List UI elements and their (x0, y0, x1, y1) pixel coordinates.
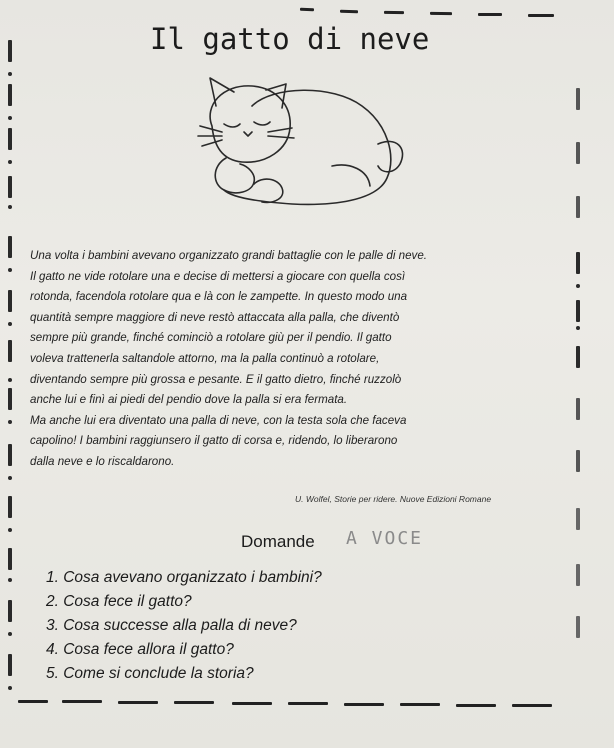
story-text (30, 246, 575, 473)
story-line: dalla neve e lo riscaldarono. (30, 454, 175, 468)
source-credit: U. Wolfel, Storie per ridere. Nuove Edizioni Romane (295, 494, 492, 504)
story-line: Il gatto ne vide rotolare una e decise di mettersi a giocare con quella così (30, 269, 406, 283)
story-line: quantità sempre maggiore di neve restò attaccata alla palla, che diventò (30, 310, 400, 324)
handwritten-note: A VOCE (346, 528, 424, 549)
question-item: 1. Cosa avevano organizzato i bambini? (46, 569, 322, 586)
question-item: 5. Come si conclude la storia? (46, 665, 254, 682)
right-margin-dashes (576, 0, 582, 748)
story-line: voleva trattenerla saltandole attorno, ma la palla continuò a rotolare, (30, 351, 380, 365)
questions-list (46, 566, 322, 686)
story-line: Ma anche lui era diventato una palla di neve, con la testa sola che faceva (30, 413, 407, 427)
story-line: diventando sempre più grossa e pesante. E il gatto dietro, finché ruzzolò (30, 372, 402, 386)
story-line: sempre più grande, finché cominciò a rotolare giù per il pendio. Il gatto (30, 331, 392, 345)
story-line: Una volta i bambini avevano organizzato grandi battaglie con le palle di neve. (30, 249, 428, 262)
page-title: Il gatto di neve (150, 22, 430, 56)
story-line: rotonda, facendola rotolare qua e là con le zampette. In questo modo una (30, 290, 408, 304)
sleeping-cat-illustration (182, 66, 412, 216)
story-line: anche lui e finì ai piedi del pendio dove la palla si era fermata. (30, 393, 348, 407)
questions-heading: Domande (241, 532, 315, 551)
story-line: capolino! I bambini raggiunsero il gatto di corsa e, ridendo, lo liberarono (30, 434, 398, 448)
left-margin-dashes (8, 0, 14, 748)
question-item: 4. Cosa fece allora il gatto? (46, 641, 234, 658)
question-item: 2. Cosa fece il gatto? (46, 593, 192, 610)
question-item: 3. Cosa successe alla palla di neve? (46, 617, 297, 634)
